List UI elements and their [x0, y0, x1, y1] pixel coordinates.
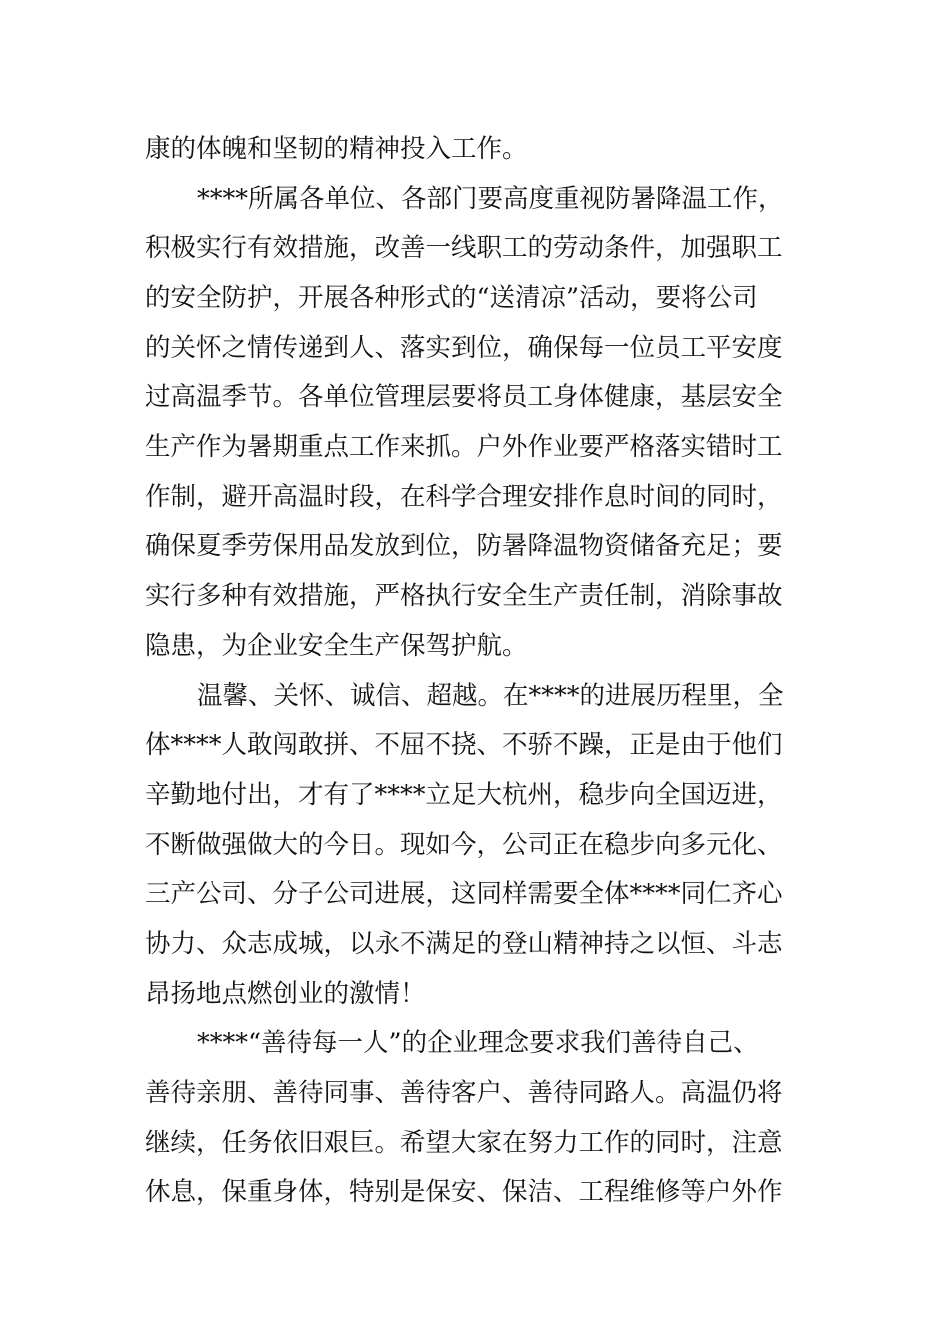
paragraph-first-line: ****所属各单位、各部门要高度重视防暑降温工作，: [197, 184, 784, 214]
text-line: 继续，任务依旧艰巨。希望大家在努力工作的同时，注意: [145, 1128, 783, 1158]
text-line: 过高温季节。各单位管理层要将员工身体健康，基层安全: [145, 382, 783, 412]
text-line: 善待亲朋、善待同事、善待客户、善待同路人。高温仍将: [145, 1078, 783, 1108]
text-line: 作制，避开高温时段，在科学合理安排作息时间的同时，: [145, 482, 783, 512]
text-line: 的关怀之情传递到人、落实到位，确保每一位员工平安度: [145, 333, 783, 363]
text-line: 生产作为暑期重点工作来抓。户外作业要严格落实错时工: [145, 432, 783, 462]
text-line: 积极实行有效措施，改善一线职工的劳动条件，加强职工: [145, 233, 783, 263]
text-line: 确保夏季劳保用品发放到位，防暑降温物资储备充足；要: [145, 531, 783, 561]
text-line: 休息，保重身体，特别是保安、保洁、工程维修等户外作: [145, 1177, 783, 1207]
text-line: 的安全防护，开展各种形式的“送清凉”活动，要将公司: [145, 283, 758, 313]
text-line: 协力、众志成城，以永不满足的登山精神持之以恒、斗志: [145, 929, 783, 959]
paragraph-first-line: 温馨、关怀、诚信、超越。在****的进展历程里，全: [197, 681, 784, 711]
text-line: 昂扬地点燃创业的激情！: [145, 979, 426, 1009]
text-line: 三产公司、分子公司进展，这同样需要全体****同仁齐心: [145, 879, 783, 909]
text-line: 辛勤地付出，才有了****立足大杭州，稳步向全国迈进，: [145, 780, 783, 810]
text-line: 隐患，为企业安全生产保驾护航。: [145, 631, 528, 661]
text-line: 康的体魄和坚韧的精神投入工作。: [145, 134, 528, 164]
text-line: 实行多种有效措施，严格执行安全生产责任制，消除事故: [145, 581, 783, 611]
text-line: 体****人敢闯敢拼、不屈不挠、不骄不躁，正是由于他们: [145, 730, 783, 760]
text-line: 不断做强做大的今日。现如今，公司正在稳步向多元化、: [145, 830, 783, 860]
paragraph-first-line: ****“善待每一人”的企业理念要求我们善待自己、: [197, 1028, 759, 1058]
